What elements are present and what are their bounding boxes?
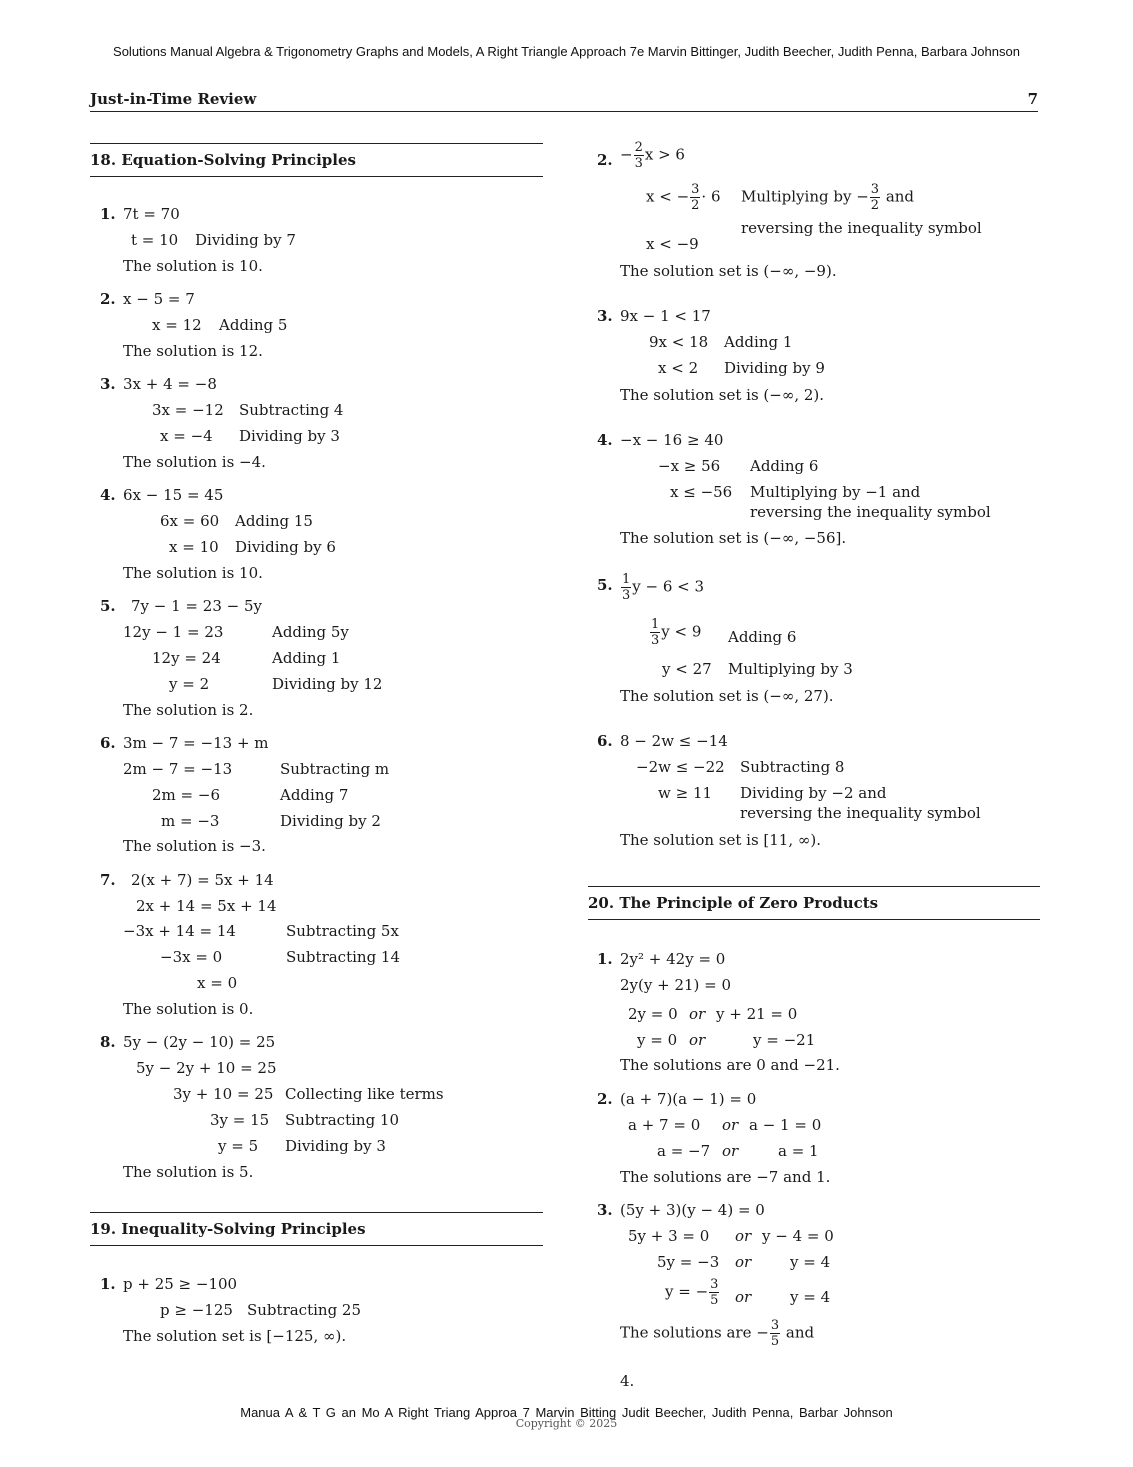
equation-line: x < 2 <box>658 359 699 377</box>
problem-number: 8. <box>100 1033 116 1051</box>
step-note: reversing the inequality symbol <box>740 804 981 822</box>
page-number: 7 <box>1027 90 1038 108</box>
equation-line: 9x < 18 <box>649 333 709 351</box>
problem-number: 5. <box>100 597 116 615</box>
equation-line: −x ≥ 56 <box>658 457 721 475</box>
equation-line: 3x = −12 <box>152 401 224 419</box>
problem-number: 2. <box>597 151 613 169</box>
step-note: Dividing by −2 and <box>740 784 887 802</box>
step-note: Adding 1 <box>724 333 793 351</box>
problem-number: 1. <box>597 950 613 968</box>
step-note <box>741 182 914 213</box>
equation-line: 2(x + 7) = 5x + 14 <box>131 871 274 889</box>
step-note: Dividing by 9 <box>724 359 825 377</box>
fraction-numerator: 3 <box>870 182 880 197</box>
solution-text: The solution set is (−∞, −9). <box>620 262 837 280</box>
equation-line: y = 4 <box>790 1288 831 1306</box>
problem-number: 2. <box>597 1090 613 1108</box>
equation-line: 2y = 0 <box>628 1005 678 1023</box>
equation-line: a = 1 <box>778 1142 819 1160</box>
fraction-denominator: 3 <box>634 156 643 171</box>
equation-line: x = 0 <box>197 974 238 992</box>
section-19-header <box>90 1212 543 1246</box>
solution-text: The solution set is (−∞, 2). <box>620 386 825 404</box>
equation-line: y = 2 <box>169 675 210 693</box>
section-20-header <box>588 886 1040 920</box>
or-text: or <box>722 1116 739 1134</box>
problem-number: 4. <box>100 486 116 504</box>
problem-number: 3. <box>597 307 613 325</box>
fraction-denominator: 3 <box>651 633 660 648</box>
fraction <box>709 1277 719 1308</box>
equation-line: y + 21 = 0 <box>716 1005 798 1023</box>
equation-line <box>620 140 685 171</box>
step-note: Dividing by 7 <box>195 231 296 249</box>
step-note: Adding 7 <box>280 786 349 804</box>
equation-line: 6x − 15 = 45 <box>123 486 224 504</box>
step-note: Subtracting 14 <box>286 948 401 966</box>
or-text: or <box>689 1031 706 1049</box>
fraction-denominator: 5 <box>770 1334 780 1349</box>
step-note: Adding 6 <box>750 457 819 475</box>
equation-line: 5y + 3 = 0 <box>628 1227 710 1245</box>
footer-banner: Manua A & T G an Mo A Right Triang Approa 7 Marvin Bitting Judit Beecher, Judith Penna, Barbar Johnson <box>240 1405 893 1420</box>
equation-line: x = 10 <box>169 538 219 556</box>
equation-line: (5y + 3)(y − 4) = 0 <box>620 1201 765 1219</box>
section-19-title: 19. Inequality-Solving Principles <box>90 1220 366 1238</box>
document-title-banner: Solutions Manual Algebra & Trigonometry Graphs and Models, A Right Triangle Approach 7e Marvin Bittinger, Judith Beecher, Judith Penna, Barbara Johnson <box>113 44 1020 59</box>
step-note: Dividing by 6 <box>235 538 336 556</box>
step-note: Adding 15 <box>235 512 313 530</box>
problem-number: 7. <box>100 871 116 889</box>
fraction <box>621 572 631 603</box>
running-head <box>90 89 1038 112</box>
equation-line: −3x = 0 <box>160 948 223 966</box>
fraction-numerator: 3 <box>691 182 700 197</box>
equation-line: t = 10 <box>131 231 179 249</box>
equation-line: y = 4 <box>790 1253 831 1271</box>
section-20-title: 20. The Principle of Zero Products <box>588 894 879 912</box>
fraction-numerator: 1 <box>622 572 631 587</box>
equation-line: 8 − 2w ≤ −14 <box>620 732 728 750</box>
or-text: or <box>735 1288 752 1306</box>
problem-number: 5. <box>597 576 613 594</box>
math-text: The solutions are − <box>620 1323 769 1342</box>
fraction-numerator: 2 <box>634 140 643 155</box>
equation-line: 12y = 24 <box>152 649 221 667</box>
equation-line <box>620 572 704 603</box>
equation-line: y = −21 <box>753 1031 816 1049</box>
step-note: Dividing by 3 <box>239 427 340 445</box>
equation-line: x − 5 = 7 <box>123 290 195 308</box>
step-note: Subtracting 4 <box>239 401 344 419</box>
equation-line: 2y² + 42y = 0 <box>620 950 726 968</box>
math-text: y − 6 < 3 <box>632 577 705 596</box>
equation-line: 2y(y + 21) = 0 <box>620 976 732 994</box>
equation-line: a + 7 = 0 <box>628 1116 701 1134</box>
solution-text: The solution is −3. <box>123 837 266 855</box>
copyright-notice: Copyright © 2025 <box>515 1417 618 1430</box>
step-note: reversing the inequality symbol <box>750 503 991 521</box>
equation-line: y − 4 = 0 <box>762 1227 834 1245</box>
step-note: Subtracting 25 <box>247 1301 362 1319</box>
problem-number: 1. <box>100 1275 116 1293</box>
equation-line: x = 12 <box>152 316 202 334</box>
equation-line: 5y − 2y + 10 = 25 <box>136 1059 277 1077</box>
equation-line: 2m = −6 <box>152 786 220 804</box>
fraction-denominator: 3 <box>622 588 631 603</box>
equation-line: p + 25 ≥ −100 <box>123 1275 238 1293</box>
fraction-denominator: 2 <box>691 198 700 213</box>
solution-text: The solution is 12. <box>123 342 263 360</box>
fraction <box>770 1318 780 1349</box>
equation-line: −3x + 14 = 14 <box>123 922 236 940</box>
solution-text: The solution set is (−∞, −56]. <box>620 529 847 547</box>
solution-text: The solution is 10. <box>123 257 263 275</box>
math-text: and <box>885 187 915 206</box>
equation-line: 2x + 14 = 5x + 14 <box>136 897 277 915</box>
problem-number: 6. <box>100 734 116 752</box>
step-note: Dividing by 2 <box>280 812 381 830</box>
problem-number: 1. <box>100 205 116 223</box>
step-note: Subtracting 5x <box>286 922 399 940</box>
equation-line <box>665 1277 720 1308</box>
solution-text: The solution is 10. <box>123 564 263 582</box>
step-note: Subtracting 8 <box>740 758 845 776</box>
math-text: · 6 <box>701 187 721 206</box>
solution-text: The solution set is (−∞, 27). <box>620 687 834 705</box>
or-text: or <box>735 1227 752 1245</box>
step-note: Dividing by 3 <box>285 1137 386 1155</box>
fraction <box>650 617 660 648</box>
solution-text: The solutions are −7 and 1. <box>620 1168 831 1186</box>
step-note: Multiplying by −1 and <box>750 483 921 501</box>
step-note: Adding 5y <box>272 623 349 641</box>
equation-line: a − 1 = 0 <box>749 1116 822 1134</box>
section-18-header <box>90 143 543 177</box>
equation-line: w ≥ 11 <box>658 784 713 802</box>
section-18-title: 18. Equation-Solving Principles <box>90 151 356 169</box>
solution-text: The solution is 5. <box>123 1163 254 1181</box>
equation-line: 5y − (2y − 10) = 25 <box>123 1033 276 1051</box>
problem-number: 3. <box>100 375 116 393</box>
fraction-denominator: 2 <box>870 198 880 213</box>
step-note: reversing the inequality symbol <box>741 219 982 237</box>
equation-line: x = −4 <box>160 427 213 445</box>
step-note: Subtracting 10 <box>285 1111 400 1129</box>
equation-line <box>649 617 701 648</box>
solution-text: The solution is 2. <box>123 701 254 719</box>
equation-line: 3y = 15 <box>210 1111 270 1129</box>
fraction-numerator: 1 <box>651 617 660 632</box>
running-head-title: Just-in-Time Review <box>90 90 257 108</box>
fraction-numerator: 3 <box>710 1277 719 1292</box>
math-text: Multiplying by − <box>741 187 869 206</box>
step-note: Collecting like terms <box>285 1085 444 1103</box>
equation-line: 2m − 7 = −13 <box>123 760 233 778</box>
problem-number: 6. <box>597 732 613 750</box>
equation-line: 7t = 70 <box>123 205 180 223</box>
equation-line: 3x + 4 = −8 <box>123 375 217 393</box>
equation-line: y = 0 <box>637 1031 678 1049</box>
or-text: or <box>722 1142 739 1160</box>
math-text: y = − <box>665 1282 709 1301</box>
problem-number: 4. <box>597 431 613 449</box>
equation-line: 5y = −3 <box>657 1253 720 1271</box>
equation-line: m = −3 <box>161 812 220 830</box>
math-text: y < 9 <box>661 622 702 641</box>
solution-text: The solution set is [11, ∞). <box>620 831 822 849</box>
math-text: x > 6 <box>644 145 685 164</box>
equation-line: y < 27 <box>662 660 712 678</box>
fraction <box>634 140 644 171</box>
math-text: and <box>785 1323 815 1342</box>
equation-line: 6x = 60 <box>160 512 220 530</box>
fraction <box>870 182 880 213</box>
equation-line: x ≤ −56 <box>670 483 733 501</box>
math-text: − <box>620 145 633 164</box>
equation-line: (a + 7)(a − 1) = 0 <box>620 1090 757 1108</box>
problem-number: 3. <box>597 1201 613 1219</box>
equation-line: −x − 16 ≥ 40 <box>620 431 724 449</box>
step-note: Adding 5 <box>219 316 288 334</box>
equation-line <box>646 182 721 213</box>
step-note: Adding 6 <box>728 628 797 646</box>
equation-line: p ≥ −125 <box>160 1301 233 1319</box>
or-text: or <box>689 1005 706 1023</box>
solution-text: The solution is −4. <box>123 453 266 471</box>
solution-text: The solution set is [−125, ∞). <box>123 1327 347 1345</box>
problem-number: 4. <box>620 1372 635 1390</box>
equation-line: 3m − 7 = −13 + m <box>123 734 269 752</box>
solution-text <box>620 1318 814 1349</box>
fraction-denominator: 5 <box>710 1293 719 1308</box>
fraction-numerator: 3 <box>770 1318 780 1333</box>
step-note: Multiplying by 3 <box>728 660 853 678</box>
step-note: Subtracting m <box>280 760 390 778</box>
step-note: Adding 1 <box>272 649 341 667</box>
solution-text: The solutions are 0 and −21. <box>620 1056 840 1074</box>
step-note: Dividing by 12 <box>272 675 383 693</box>
equation-line: x < −9 <box>646 235 699 253</box>
equation-line: 7y − 1 = 23 − 5y <box>131 597 262 615</box>
equation-line: 9x − 1 < 17 <box>620 307 711 325</box>
fraction <box>690 182 700 213</box>
or-text: or <box>735 1253 752 1271</box>
equation-line: 3y + 10 = 25 <box>173 1085 274 1103</box>
problem-number: 2. <box>100 290 116 308</box>
solution-text: The solution is 0. <box>123 1000 254 1018</box>
equation-line: a = −7 <box>657 1142 711 1160</box>
equation-line: y = 5 <box>218 1137 259 1155</box>
equation-line: 12y − 1 = 23 <box>123 623 224 641</box>
equation-line: −2w ≤ −22 <box>636 758 725 776</box>
math-text: x < − <box>646 187 690 206</box>
